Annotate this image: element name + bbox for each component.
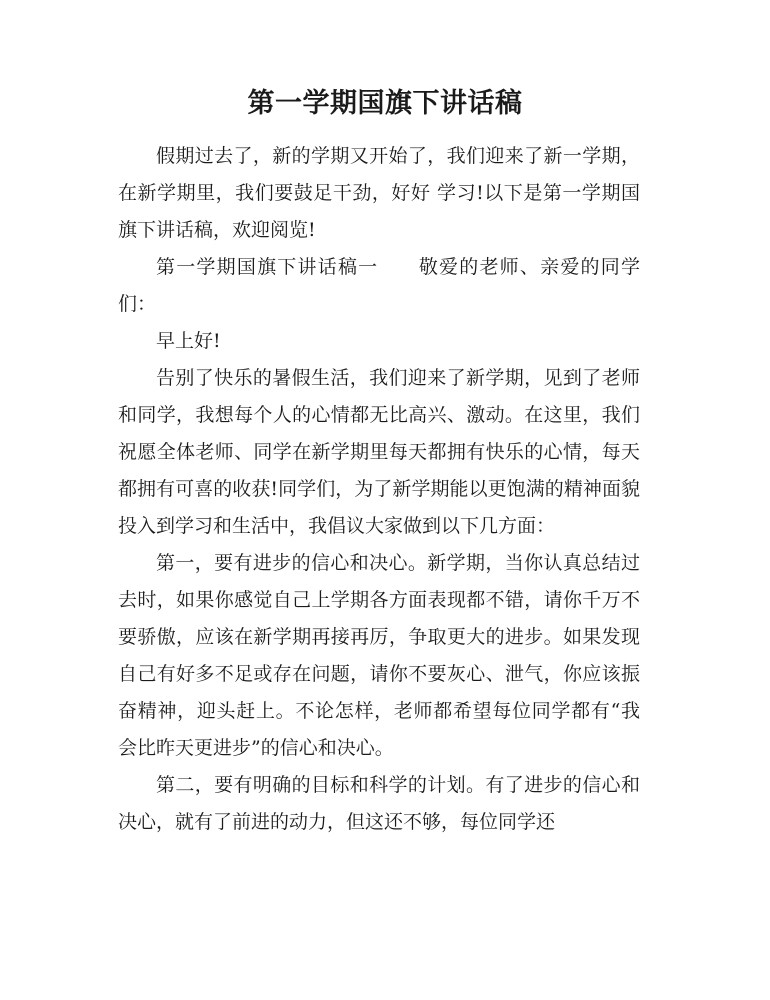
paragraph-intro: 假期过去了，新的学期又开始了，我们迎来了新一学期，在新学期里，我们要鼓足干劲，好好 学习!以下是第一学期国旗下讲话稿，欢迎阅览! (118, 145, 640, 241)
paragraph-farewell-summer: 告别了快乐的暑假生活，我们迎来了新学期，见到了老师和同学，我想每个人的心情都无比高兴、激动。在这里，我们祝愿全体老师、同学在新学期里每天都拥有快乐的心情，每天都拥有可喜的收获!同学们，为了新学期能以更饱满的精神面貌投入到学习和生活中，我倡议大家做到以下几方面： (118, 367, 640, 537)
paragraph-point-one: 第一，要有进步的信心和决心。新学期，当你认真总结过去时，如果你感觉自己上学期各方面表现都不错，请你千万不要骄傲，应该在新学期再接再厉，争取更大的进步。如果发现自己有好多不足或存在问题，请你不要灰心、泄气，你应该振奋精神，迎头赶上。不论怎样，老师都希望每位同学都有“我会比昨天更进步”的信心和决心。 (118, 552, 640, 759)
paragraph-speech-heading: 第一学期国旗下讲话稿一 敬爱的老师、亲爱的同学们： (118, 256, 640, 315)
document-title: 第一学期国旗下讲话稿 (247, 88, 523, 119)
document-body (118, 138, 640, 841)
paragraph-point-two: 第二，要有明确的目标和科学的计划。有了进步的信心和决心，就有了前进的动力，但这还不够，每位同学还 (118, 774, 640, 833)
paragraph-greeting: 早上好! (156, 330, 221, 352)
